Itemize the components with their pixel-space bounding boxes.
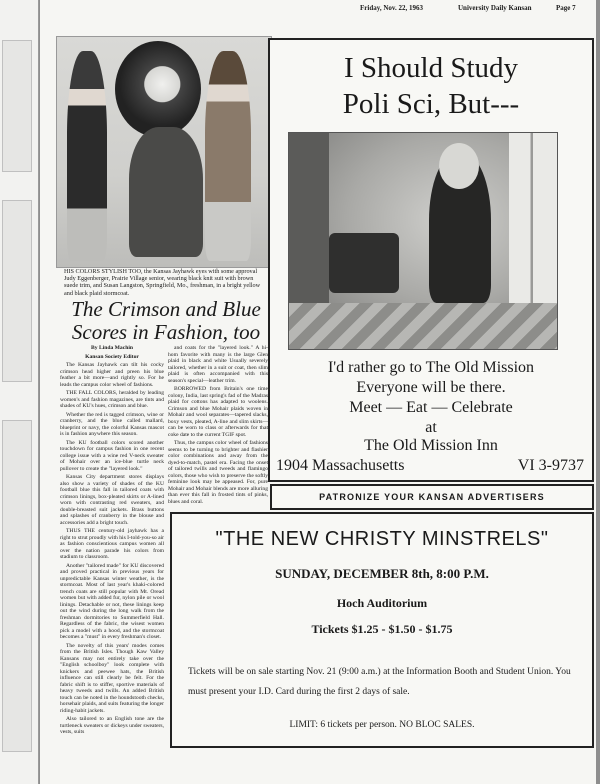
article-paragraph: Another "tailored made" for KU discovered and proved practical in previous years for unpredictable Kansas winter weather, is the stormcoat. Most of last year's khaki-colored trench coats are still popular with Mt. Oread women but with added fur, nylon pile or wool linings. Detachable or not, these linings keep out the wind during the long walk from the freshman dormitories to Summerfield Hall. Regardless of the fabric, the wisest women pick a model with a hood, and the stormcoat becomes a "must" in every freshman's closet. bbox=[60, 562, 164, 640]
advertisers-banner: PATRONIZE YOUR KANSAN ADVERTISERS bbox=[270, 484, 594, 510]
ad-address: 1904 Massachusetts bbox=[276, 457, 405, 474]
page-header bbox=[40, 4, 596, 18]
ad-line-3: Meet — Eat — Celebrate bbox=[349, 399, 513, 416]
ad-phone: VI 3-9737 bbox=[517, 457, 584, 474]
header-date: Friday, Nov. 22, 1963 bbox=[360, 4, 424, 12]
article-column-1 bbox=[60, 345, 164, 777]
article-paragraph: The Kansas Jayhawk can tilt his cocky crimson head higher and preen his blue feather a bit more—and rightly so. For he leads the campus color wheel of fashions. bbox=[60, 362, 164, 388]
adjacent-page-strip bbox=[0, 0, 39, 784]
ad-line-1: I'd rather go to The Old Mission bbox=[327, 359, 535, 376]
concert-sale-info: Tickets will be on sale starting Nov. 21 (9:00 a.m.) at the Information Booth and Student Union. You must present your I.D. Card during the first 2 days of sale. bbox=[188, 667, 571, 697]
article-paragraph: Whether the red is tagged crimson, wine or cranberry, and the blue called mallard, blueprint or navy, the colorful Kansas mascot is in fashion anywhere this season. bbox=[60, 411, 164, 437]
concert-title: "THE NEW CHRISTY MINSTRELS" bbox=[215, 528, 549, 550]
header-page-number: Page 7 bbox=[556, 4, 576, 12]
concert-date: SUNDAY, DECEMBER 8th, 8:00 P.M. bbox=[275, 566, 489, 581]
newspaper-page bbox=[40, 0, 596, 784]
article-paragraph: BORROWED from Britain's one time colony, India, last spring's fad of the Madras plaid for cottons has adapted to woolens. Crimson and blue Mohair plaids woven in Mohair and wool separates—tapered slacks, boxy vests, pleated, A-line and slim skirts—can be worn to class or afterwards for that coke date to the current TGIF spot. bbox=[168, 386, 268, 438]
article-paragraph: The novelty of this years' modes comes from the British Isles. Though Kaw Valley Kansans may not entirely take over the "English schoolboy" look complete with knickers and peewee hats, the British influence can still clearly be felt. For the fabric shift is to stiffer, sportive materials of heavy tweeds and twills. An added British touch can be noted in the houndstooth checks, horsehair plaids, and suits featuring the longer riding-habit jackets. bbox=[60, 642, 164, 714]
article-paragraph: Kansas City department stores displays also show a variety of shades of the KU football blue this fall in tailored coats with crimson linings, box-pleated skirts or A-lined worn with contrasting red sweaters, and double-breasted suit jackets. Brass buttons and splashes of cranberry in the blouse and accessories add a bright touch. bbox=[60, 474, 164, 526]
article-paragraph: Also tailored to an English tone are the turtleneck sweaters or dickeys under sweaters, vests, suits bbox=[60, 716, 164, 735]
article-paragraph: THUS THE century-old jayhawk has a right to strut proudly with his I-told-you-so air as fashion conscientious campus women all over the nation parade his colors from stadium to classroom. bbox=[60, 528, 164, 560]
fashion-headline: The Crimson and Blue Scores in Fashion, too bbox=[71, 297, 261, 344]
byline-author: By Linda Machin bbox=[91, 345, 133, 351]
concert-ticket-prices: Tickets $1.25 - $1.50 - $1.75 bbox=[311, 622, 453, 636]
photo-caption: HIS COLORS STYLISH TOO, the Kansas Jayhawk eyes with some approval Judy Eggenberger, Prairie Village senior, wearing black knit suit with brown suede trim, and Susan Langston, Springfield, Mo., freshman, in a bright yellow and black plaid stormcoat. bbox=[64, 268, 261, 297]
old-mission-ad bbox=[268, 38, 594, 482]
ad-line-2: Everyone will be there. bbox=[356, 379, 506, 396]
ad-line-5: The Old Mission Inn bbox=[364, 437, 498, 454]
byline-title: Kansan Society Editor bbox=[85, 353, 139, 360]
article-paragraph: The KU football colors scored another touchdown for campus fashion in one recent college issue with a wine red V-neck sweater of Mohair over an ice-blue turtle neck pullover to create the "layered look." bbox=[60, 439, 164, 472]
ad-title-line-2: Poli Sci, But--- bbox=[342, 88, 520, 120]
concert-ticket-limit: LIMIT: 6 tickets per person. NO BLOC SALES. bbox=[289, 720, 475, 730]
concert-venue: Hoch Auditorium bbox=[336, 596, 428, 610]
article-paragraph: Thus, the campus color wheel of fashions seems to be turning to brighter and flashier color combinations and away from the dyed-to-match, pastel era. Facing the onset of tailored twills and tweeds and flamingo colors, those who wish to preserve the softly feminine look may be appeased. For, pure Mohair and Mohair blends are more alluring than ever this fall in frosted tints of pinks, blues and coral. bbox=[168, 440, 268, 505]
article-column-2 bbox=[168, 345, 268, 510]
concert-ad bbox=[170, 512, 594, 748]
header-paper-name: University Daily Kansan bbox=[458, 4, 532, 12]
ad-line-4: at bbox=[425, 419, 437, 436]
fashion-photo bbox=[56, 36, 272, 268]
student-photo bbox=[288, 132, 558, 350]
article-paragraph: and coats for the "layered look." A hi-hom favorite with many is the large Glen plaid in black and white Usually severely tailored, whether in a suit or coat, then slim plaid is often accompanied with this season's special—leather trim. bbox=[168, 345, 268, 384]
article-paragraph: THE FALL COLORS, heralded by leading women's and fashion magazines, are tints and shades of KU's hues, crimson and blue. bbox=[60, 390, 164, 409]
ad-title-line-1: I Should Study bbox=[343, 52, 519, 84]
